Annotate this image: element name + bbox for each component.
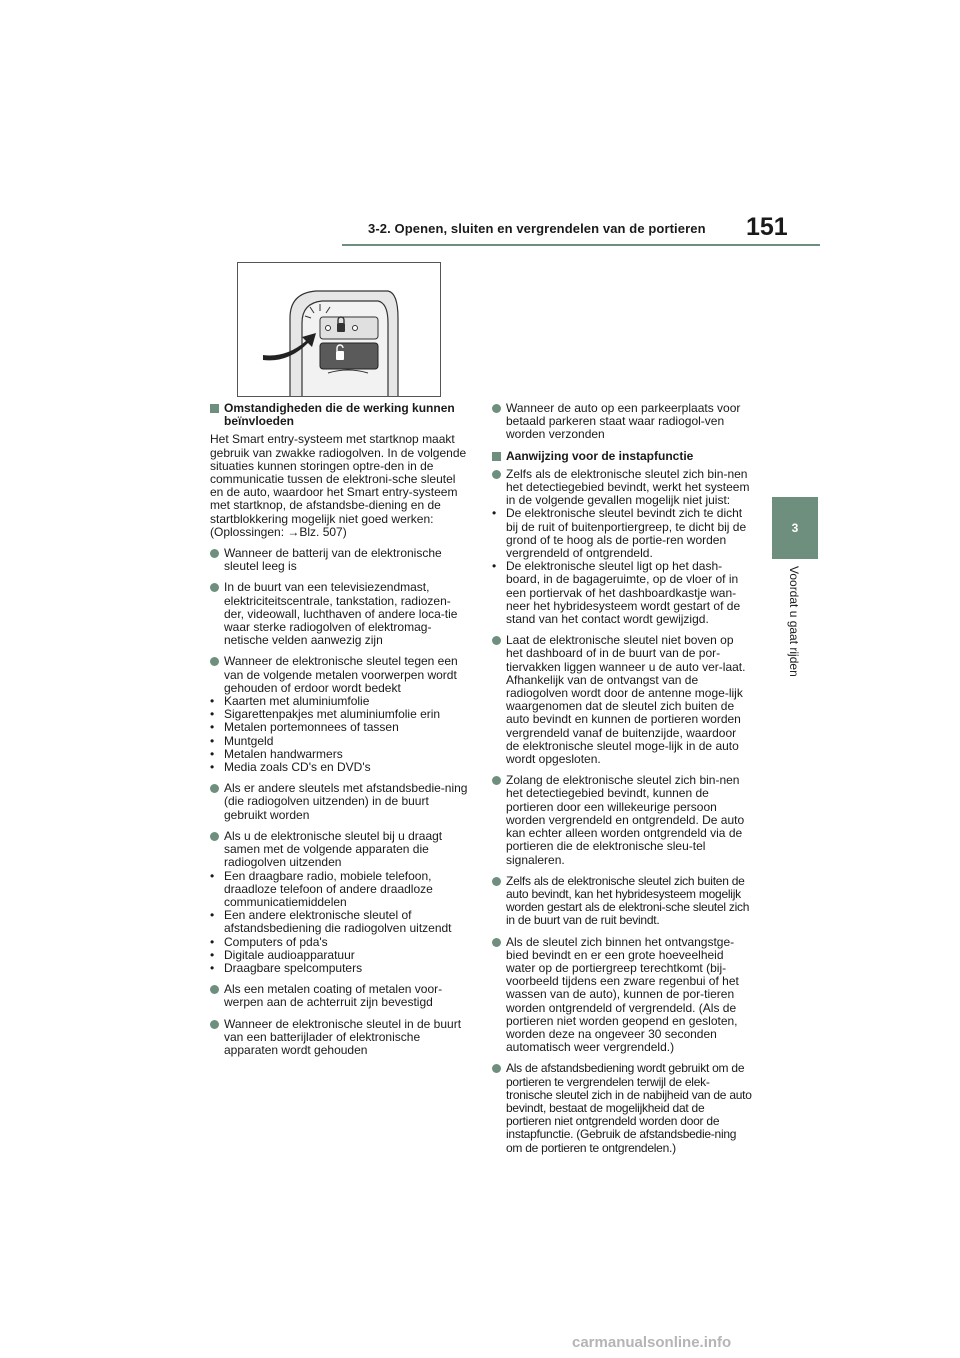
bullet-dot-icon — [210, 549, 219, 558]
sub-bullet-item — [210, 761, 470, 774]
bullet-text: Als er andere sleutels met afstandsbedie-ning (die radiogolven uitzenden) in de buurt gebruikt worden — [224, 781, 468, 822]
sub-bullet-item — [210, 870, 470, 910]
bullet-item — [492, 468, 752, 626]
bullet-text: Als u de elektronische sleutel bij u draagt samen met de volgende apparaten die radiogolven uitzenden — [224, 828, 443, 870]
square-marker-icon — [210, 404, 219, 413]
bullet-item — [492, 402, 752, 442]
bullet-item — [492, 875, 752, 928]
heading-text: Aanwijzing voor de instapfunctie — [506, 448, 694, 463]
chapter-number: 3 — [791, 521, 799, 535]
bullet-dot-icon — [492, 776, 501, 785]
heading-text: Omstandigheden die de werking kunnen beïnvloeden — [224, 401, 455, 429]
bullet-item — [210, 581, 470, 647]
sub-bullet-text: Muntgeld — [224, 733, 274, 748]
bullet-item — [210, 983, 470, 1009]
sub-bullet-marker: • — [210, 868, 215, 883]
bullet-item — [492, 1062, 752, 1154]
sub-bullet-marker: • — [210, 733, 215, 748]
sub-bullet-item — [210, 721, 470, 734]
bullet-item — [210, 782, 470, 822]
intro-paragraph: Het Smart entry-systeem met startknop maakt gebruik van zwakke radiogolven. In de volgende situaties kunnen storingen optre-den in de communicatie tussen de elektroni-sche sleutel en de auto, waardoor het Smart entry-systeem met startknop, de afstandsbe-diening en de startblokkering mogelijk niet goed werken: (Oplossingen: →Blz. 507) — [210, 432, 467, 539]
sub-bullet-item — [210, 909, 470, 935]
sub-bullet-text: Een draagbare radio, mobiele telefoon, draadloze telefoon of andere draadloze communicatiemiddelen — [224, 868, 433, 909]
section-heading — [210, 402, 470, 428]
sub-bullet-text: Computers of pda's — [224, 934, 328, 949]
sub-bullet-text: Draagbare spelcomputers — [224, 960, 363, 975]
sub-bullet-marker: • — [210, 908, 215, 923]
door-handle-sensor-illustration — [238, 263, 441, 397]
sub-bullet-text: Metalen portemonnees of tassen — [224, 720, 399, 735]
bullet-list — [492, 468, 752, 1155]
bullet-text: Wanneer de batterij van de elektronische sleutel leeg is — [224, 546, 442, 574]
bullet-item — [492, 936, 752, 1055]
sub-bullet-item — [210, 735, 470, 748]
bullet-item — [210, 655, 470, 774]
bullet-text: Wanneer de auto op een parkeerplaats voor betaald parkeren staat waar radiogol-ven worden verzonden — [506, 401, 741, 442]
watermark: carmanualsonline.info — [572, 1334, 732, 1351]
bullet-list — [210, 547, 470, 1057]
sub-bullet-marker: • — [210, 947, 215, 962]
sub-bullet-marker: • — [492, 506, 497, 521]
bullet-dot-icon — [492, 1064, 501, 1073]
sub-bullet-text: Digitale audioapparatuur — [224, 947, 355, 962]
bullet-text: Zolang de elektronische sleutel zich bin-nen het detectiegebied bevindt, kunnen de portieren door een willekeurige persoon worden vergrendeld en ontgrendeld. De auto kan echter alleen worden ontgrendeld via de portieren die de elektronische sleu-tel signaleren. — [506, 773, 745, 867]
sub-bullet-text: Sigarettenpakjes met aluminiumfolie erin — [224, 707, 441, 722]
sub-bullet-text: De elektronische sleutel bevindt zich te dicht bij de ruit of buitenportiergreep, te dicht bij de grond of te hoog als de portie-ren worden vergrendeld of ontgrendeld. — [506, 506, 747, 561]
sub-bullet-item — [210, 949, 470, 962]
bullet-dot-icon — [210, 583, 219, 592]
bullet-item — [492, 634, 752, 766]
bullet-dot-icon — [492, 404, 501, 413]
right-column — [492, 402, 752, 1163]
page-number: 151 — [746, 213, 788, 241]
bullet-item — [210, 830, 470, 975]
bullet-dot-icon — [210, 832, 219, 841]
sub-bullet-text: De elektronische sleutel ligt op het dash-board, in de bagageruimte, op de vloer of in een portiervak of het dashboardkastje wan-neer het hybridesysteem wordt gestart of de stand van het contact wordt gewijzigd. — [506, 559, 741, 627]
sub-bullet-item — [210, 962, 470, 975]
sub-bullet-item — [210, 936, 470, 949]
bullet-text: Als de sleutel zich binnen het ontvangstge-bied bevindt en er een grote hoeveelheid water op de portiergreep terechtkomt (bij-voorbeeld tijdens een zware regenbui of het wassen van de auto), kunnen de por-tieren worden ontgrendeld of vergrendeld. (Als de portieren niet worden geopend en gesloten, worden deze na ongeveer 30 seconden automatisch weer vergrendeld.) — [506, 934, 739, 1055]
sub-bullet-marker: • — [210, 934, 215, 949]
chapter-label: Voordat u gaat rijden — [787, 566, 801, 677]
bullet-item — [492, 774, 752, 866]
sub-bullet-text: Een andere elektronische sleutel of afstandsbediening die radiogolven uitzendt — [224, 908, 452, 936]
sub-bullet-text: Metalen handwarmers — [224, 746, 343, 761]
bullet-text: Zelfs als de elektronische sleutel zich buiten de auto bevindt, kan het hybridesysteem mogelijk worden gestart als de elektroni-sche sleutel zich in de buurt van de ruit bevindt. — [506, 873, 750, 928]
bullet-dot-icon — [492, 636, 501, 645]
bullet-text: Laat de elektronische sleutel niet boven op het dashboard of in de buurt van de por-tiervakken liggen wanneer u de auto ver-laat. Afhankelijk van de ontvangst van de radiogolven wordt door de antenne moge-lijk waargenomen dat de sleutel zich buiten de auto bevindt en kunnen de portieren worden vergrendeld vanaf de buitenzijde, waardoor de elektronische sleutel moge-lijk in de auto wordt opgesloten. — [506, 633, 746, 767]
sub-bullet-marker: • — [210, 707, 215, 722]
sub-bullet-marker: • — [210, 760, 215, 775]
bullet-text: In de buurt van een televisiezendmast, elektriciteitscentrale, tankstation, radiozen-der, videowall, luchthaven of andere loca-tie waar sterke radiogolven of elektromag-netische velden aanwezig zijn — [224, 580, 458, 648]
bullet-item — [210, 1018, 470, 1058]
section-title: 3-2. Openen, sluiten en vergrendelen van de portieren — [368, 221, 706, 236]
bullet-text: Als de afstandsbediening wordt gebruikt om de portieren te vergrendelen terwijl de elek-tronische sleutel zich in de nabijheid van de auto bevindt, bestaat de mogelijkheid dat de portieren niet ontgrendeld worden door de instapfunctie. (Gebruik de afstandsbedie-ning om de portieren te ontgrendelen.) — [506, 1061, 752, 1155]
section-heading — [492, 450, 752, 463]
sub-bullet-marker: • — [210, 746, 215, 761]
bullet-dot-icon — [210, 1020, 219, 1029]
sub-bullet-text: Kaarten met aluminiumfolie — [224, 694, 370, 709]
sub-bullet-marker: • — [210, 960, 215, 975]
bullet-text: Wanneer de elektronische sleutel tegen een van de volgende metalen voorwerpen wordt gehouden of erdoor wordt bedekt — [224, 654, 458, 695]
chapter-tab — [772, 497, 818, 559]
bullet-text: Wanneer de elektronische sleutel in de buurt van een batterijlader of elektronische apparaten wordt gehouden — [224, 1016, 462, 1057]
bullet-text: Als een metalen coating of metalen voor-werpen aan de achterruit zijn bevestigd — [224, 982, 443, 1010]
sub-bullet-item — [492, 507, 752, 560]
bullet-dot-icon — [492, 877, 501, 886]
bullet-text: Zelfs als de elektronische sleutel zich bin-nen het detectiegebied bevindt, werkt het systeem in de volgende gevallen mogelijk niet juist: — [506, 466, 750, 508]
sub-bullet-marker: • — [492, 559, 497, 574]
sub-bullet-marker: • — [210, 720, 215, 735]
left-column — [210, 402, 470, 1065]
key-illustration — [237, 262, 441, 397]
square-marker-icon — [492, 452, 501, 461]
header-rule — [342, 244, 820, 246]
bullet-dot-icon — [492, 470, 501, 479]
sub-bullet-text: Media zoals CD's en DVD's — [224, 760, 371, 775]
sub-bullet-item — [492, 560, 752, 626]
bullet-dot-icon — [210, 784, 219, 793]
bullet-dot-icon — [492, 938, 501, 947]
sub-bullet-marker: • — [210, 694, 215, 709]
bullet-dot-icon — [210, 657, 219, 666]
bullet-dot-icon — [210, 985, 219, 994]
bullet-item — [210, 547, 470, 573]
